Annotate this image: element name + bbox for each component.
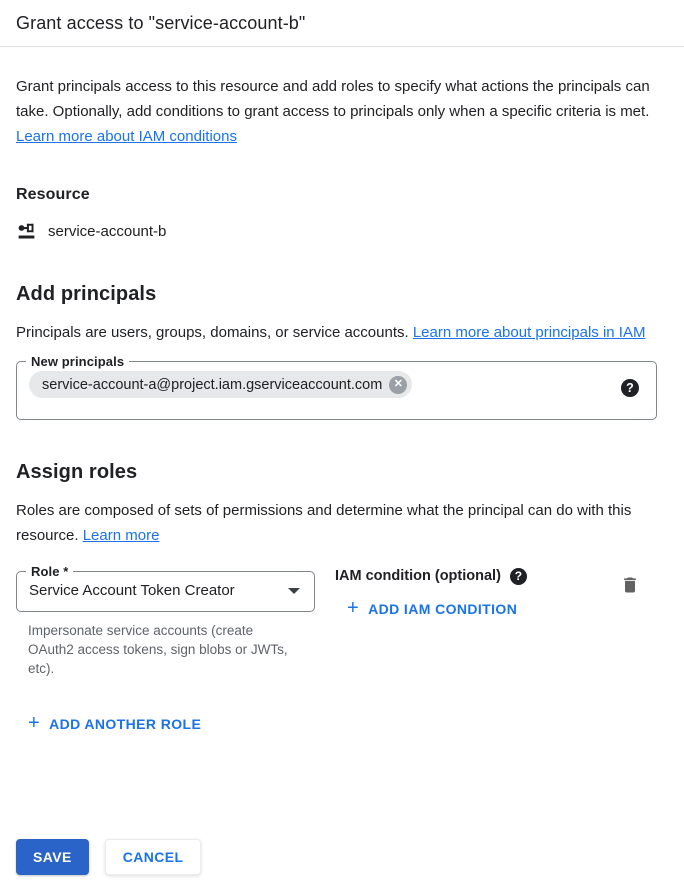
roles-learn-more-link[interactable]: Learn more [82,527,160,544]
role-select-field[interactable] [16,564,315,612]
iam-condition-label-row [335,567,618,585]
role-select[interactable] [17,579,314,611]
add-principals-heading: Add principals [16,283,157,305]
role-selected-value: Service Account Token Creator [29,582,235,599]
delete-role-column [618,572,642,601]
service-account-icon [16,221,37,242]
assign-roles-text: Roles are composed of sets of permissions and determine what the principal can do with this resource. [16,502,632,544]
add-principals-text: Principals are users, groups, domains, or service accounts. [16,324,413,341]
resource-name: service-account-b [48,223,167,240]
assign-roles-description [16,498,661,548]
chevron-down-icon [288,588,300,594]
new-principals-input-area[interactable] [17,369,656,412]
role-row [16,564,668,678]
role-label: Role * [31,564,69,579]
save-button[interactable]: SAVE [16,839,89,875]
iam-conditions-learn-more-link[interactable]: Learn more about IAM conditions [16,128,237,145]
dialog-header [0,0,684,47]
help-icon[interactable]: ? [510,568,527,585]
dialog-footer [16,839,201,875]
intro-text: Grant principals access to this resource and add roles to specify what actions the principals can take. Optionally, add conditions to grant access to principals only when a specific criteria is met. [16,78,650,120]
add-iam-condition-button[interactable] [347,599,517,619]
new-principals-field[interactable] [16,354,657,420]
delete-role-button[interactable] [618,572,642,598]
close-icon[interactable]: ✕ [389,376,407,394]
help-icon[interactable]: ? [621,379,639,397]
principal-chip-label: service-account-a@project.iam.gserviceaccount.com [42,376,383,393]
add-another-role-label: ADD ANOTHER ROLE [49,716,202,732]
role-description: Impersonate service accounts (create OAuth2 access tokens, sign blobs or JWTs, etc). [28,623,288,676]
role-column [16,564,315,678]
iam-condition-help[interactable] [510,567,527,585]
plus-icon: + [347,597,360,619]
iam-condition-column [335,564,618,620]
add-principals-description [16,320,661,345]
cancel-button[interactable]: CANCEL [105,839,202,875]
plus-icon: + [28,712,41,734]
intro-paragraph [16,74,661,149]
dialog-content [0,74,684,735]
dialog-title: Grant access to "service-account-b" [16,12,306,33]
add-iam-condition-label: ADD IAM CONDITION [368,601,518,617]
principals-learn-more-link[interactable]: Learn more about principals in IAM [412,324,646,341]
iam-condition-label: IAM condition (optional) [335,568,501,584]
trash-icon [620,574,640,596]
new-principals-label: New principals [31,354,125,369]
principal-chip[interactable] [29,371,412,398]
assign-roles-heading: Assign roles [16,461,138,483]
resource-row [16,221,668,242]
add-another-role-button[interactable] [28,714,201,734]
resource-heading: Resource [16,186,90,203]
